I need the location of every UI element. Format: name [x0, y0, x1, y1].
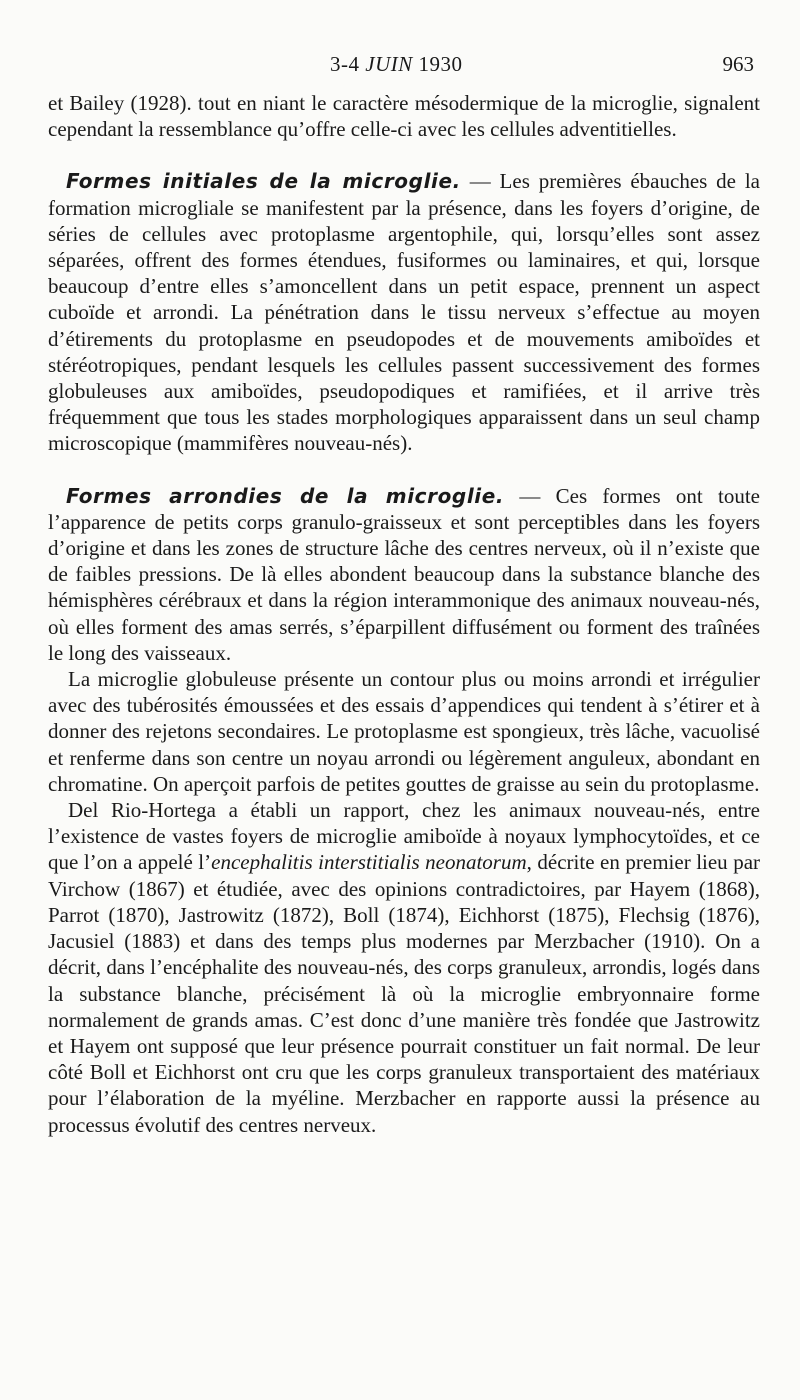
header-date-year: 1930 — [418, 52, 463, 76]
paragraph-continuation: et Bailey (1928). tout en niant le caractère mésodermique de la microglie, signalent cependant la ressemblance qu’offre celle-ci avec les cellules adventitielles. — [48, 91, 760, 142]
section-heading-formes-initiales: Formes initiales de la microglie. — [66, 169, 461, 194]
running-header — [0, 52, 800, 82]
italic-term: encephalitis interstitialis neonatorum — [211, 850, 527, 875]
header-date-month: JUIN — [365, 52, 413, 76]
paragraph-text: , décrite en premier lieu par Virchow (1867) et étudiée, avec des opinions contradictoires, par Hayem (1868), Parrot (1870), Jastrowitz (1872), Boll (1874), Eichhorst (1875), Flechsig (1876), Jacusiel (1883) et dans des temps plus modernes par Merzbacher (1910). On a décrit, dans l’encéphalite des nouveau-nés, des corps granuleux, arrondis, logés dans la substance blanche, précisément là où la microglie embryonnaire forme normalement de grands amas. C’est donc d’une manière très fondée que Jastrowitz et Hayem ont supposé que leur présence pourrait constituer un fait normal. De leur côté Boll et Eichhorst ont cru que les corps granuleux transportaient des matériaux pour l’élaboration de la myéline. Merzbacher en rapporte aussi la présence au processus évolutif des centres nerveux. — [48, 850, 761, 1137]
paragraph-microglie-globuleuse: La microglie globuleuse présente un contour plus ou moins arrondi et irrégulier avec des tubérosités émoussées et des essais d’appendices qui tendent à s’étirer et à donner des rejetons secondaires. Le protoplasme est spongieux, très lâche, vacuolisé et renferme dans son centre un noyau arrondi ou légèrement anguleux, abondant en chromatine. On aperçoit parfois de petites gouttes de graisse au sein du protoplasme. — [48, 667, 760, 796]
paragraph-text: Del Rio-Hortega a établi un rapport, chez les animaux nouveau-nés, entre l’existence de vastes foyers de microglie amiboïde à noyaux lymphocytoïdes, et ce que l’on a appelé l’ — [48, 798, 760, 875]
paragraph-text: — Ces formes ont toute l’apparence de petits corps granulo-graisseux et sont perceptibles dans les foyers d’origine et dans les zones de structure lâche des centres nerveux, où il n’existe que de faibles pressions. De là elles abondent beaucoup dans la substance blanche des hémisphères cérébraux et dans la région interammonique des animaux nouveau-nés, où elles forment des amas serrés, s’éparpillent diffusément ou forment des traînées le long des vaisseaux. — [48, 483, 761, 665]
header-date-day: 3-4 — [330, 52, 360, 76]
paragraph-formes-arrondies — [48, 483, 760, 666]
section-heading-formes-arrondies: Formes arrondies de la microglie. — [66, 483, 505, 508]
header-date — [330, 52, 463, 77]
paragraph-formes-initiales — [48, 168, 760, 456]
paragraph-text: — Les premières ébauches de la formation microgliale se manifestent par la présence, dans les foyers d’origine, de séries de cellules avec protoplasme argentophile, qui, lorsqu’elles sont assez séparées, offrent des formes étendues, fusiformes ou laminaires, et qui, lorsque beaucoup d’entre elles s’amoncellent dans un petit espace, prennent un aspect cuboïde et arrondi. La pénétration dans le tissu nerveux s’effectue au moyen d’étirements du protoplasme en pseudopodes et de mouvements amiboïdes et stéréotropiques, pendant lesquels les cellules passent successivement des formes globuleuses aux amiboïdes, pseudopodiques et ramifiées, et il arrive très fréquemment que tous les stades morphologiques apparaissent dans un seul champ microscopique (mammifères nouveau-nés). — [48, 169, 760, 456]
body-text — [48, 90, 760, 1138]
paragraph-del-rio-hortega — [48, 797, 760, 1138]
page-number: 963 — [722, 52, 754, 76]
